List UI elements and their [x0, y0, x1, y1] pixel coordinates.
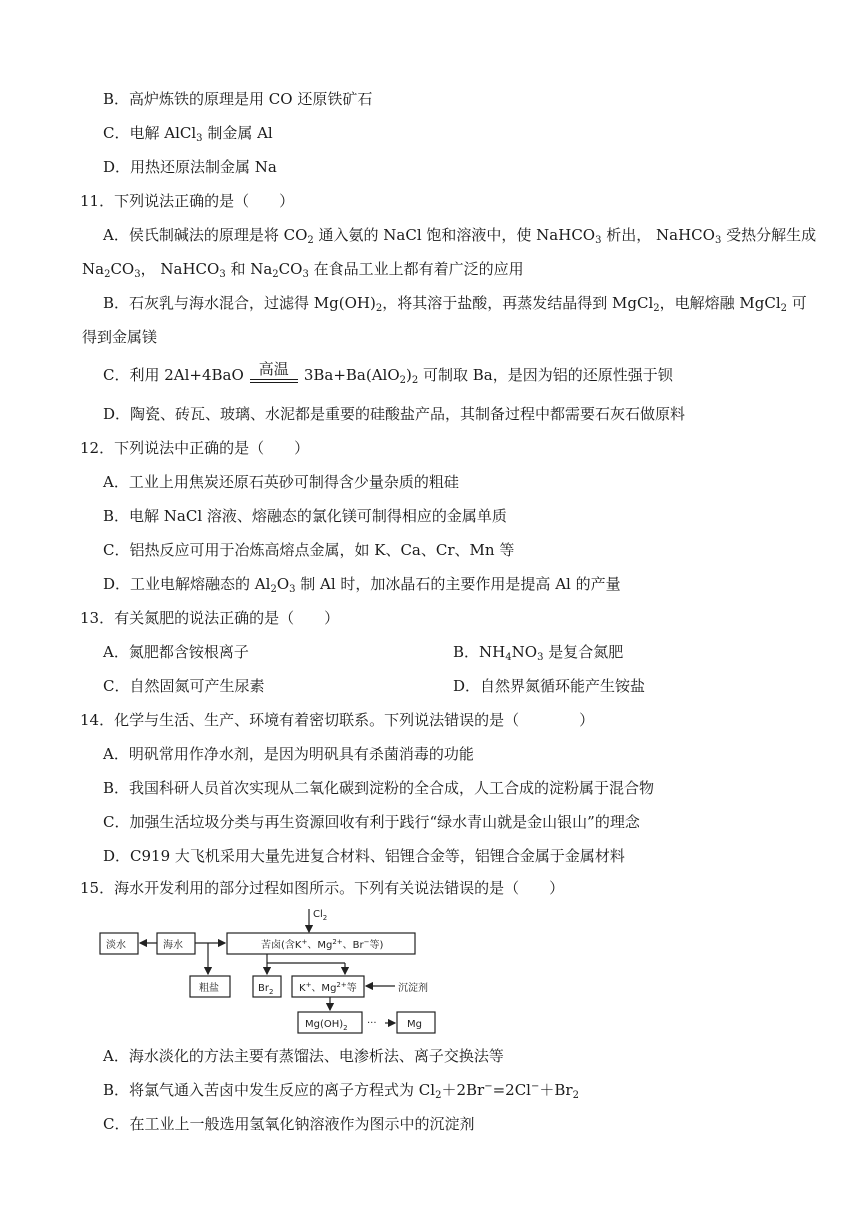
option-label: C．: [103, 124, 130, 142]
q12-option-a: [103, 472, 459, 492]
subscript: 3: [302, 269, 309, 280]
option-label: B．: [103, 90, 130, 108]
option-text: 自然固氮可产生尿素: [129, 677, 265, 695]
option-text: 析出， NaHCO: [601, 226, 715, 244]
option-label: B．: [103, 779, 130, 797]
option-text: 将氯气通入苦卤中发生反应的离子方程式为 Cl: [129, 1081, 436, 1099]
option-label: C．: [103, 541, 130, 559]
option-text: 加强生活垃圾分类与再生资源回收有利于践行“绿水青山就是金山银山”的理念: [129, 813, 640, 831]
q13-option-d: [453, 676, 645, 696]
option-text: 受热分解生成: [721, 226, 817, 244]
q13-option-a: [103, 642, 249, 662]
subscript: 2: [572, 1090, 579, 1101]
subscript: 3: [714, 235, 722, 246]
crude-salt-label: 粗盐: [199, 983, 219, 994]
subscript: 2: [307, 235, 314, 246]
q11-option-d: [103, 404, 685, 424]
subscript: 3: [289, 584, 296, 595]
option-text: ，将其溶于盐酸，再蒸发结晶得到 MgCl: [382, 294, 654, 312]
q11-stem: 11．下列说法正确的是（ ）: [80, 192, 295, 210]
option-label: C．: [103, 1115, 130, 1133]
subscript: 2: [104, 269, 111, 280]
q15-option-b: [103, 1080, 579, 1100]
option-label: C．: [103, 677, 130, 695]
option-text: 石灰乳与海水混合，过滤得 Mg(OH): [129, 294, 376, 312]
q15-option-a: [103, 1046, 504, 1066]
option-text: 海水淡化的方法主要有蒸馏法、电渗析法、离子交换法等: [128, 1047, 504, 1065]
q14-option-b: [103, 778, 654, 798]
subscript: 2: [780, 303, 788, 314]
subscript: 3: [219, 269, 226, 280]
seawater-label: 海水: [163, 940, 183, 951]
option-label: C．: [103, 813, 130, 831]
q12-option-b: [103, 506, 507, 526]
mg-label: Mg: [407, 1019, 422, 1030]
option-text: 工业电解熔融态的 Al: [130, 575, 271, 593]
option-label: A．: [103, 745, 129, 763]
brine-label: 苦卤(含K+、$Mg^{2+}$、Br−等): [261, 938, 384, 951]
option-text: 和 Na: [225, 260, 273, 278]
superscript: −: [484, 1081, 493, 1092]
option-text: 可: [787, 294, 807, 312]
option-text: 氮肥都含铵根离子: [128, 643, 249, 661]
option-text: ): [406, 366, 412, 384]
subscript: 2: [399, 375, 407, 386]
seawater-flow-diagram: [95, 905, 455, 1040]
subscript: 2: [435, 1090, 442, 1101]
option-text: C919 大飞机采用大量先进复合材料、铝锂合金等，铝锂合金属于金属材料: [130, 847, 625, 865]
option-label: D．: [453, 677, 481, 695]
option-label: A．: [103, 226, 129, 244]
option-text: 通入氨的 NaCl 饱和溶液中，使 NaHCO: [313, 226, 596, 244]
subscript: 3: [537, 652, 544, 663]
option-label: A．: [103, 1047, 129, 1065]
option-label: D．: [103, 575, 131, 593]
option-label: A．: [103, 643, 129, 661]
q14-stem: 14．化学与生活、生产、环境有着密切联系。下列说法错误的是（ ）: [80, 711, 595, 729]
subscript: 2: [375, 303, 383, 314]
q15-stem: 15．海水开发利用的部分过程如图所示。下列有关说法错误的是（ ）: [80, 879, 565, 897]
br2-label: $Br_2$: [258, 983, 274, 996]
superscript: −: [530, 1081, 540, 1092]
option-label: B．: [103, 1081, 130, 1099]
q12-option-d: [103, 574, 621, 594]
option-text: 铝热反应可用于冶炼高熔点金属，如 K、Ca、Cr、Mn 等: [129, 541, 515, 559]
cl2-label: $Cl_2$: [313, 909, 328, 922]
reaction-condition: [248, 360, 300, 383]
option-text: 自然界氮循环能产生铵盐: [480, 677, 646, 695]
option-label: D．: [103, 405, 131, 423]
option-text: 陶瓷、砖瓦、玻璃、水泥都是重要的硅酸盐产品，其制备过程中都需要石灰石做原料: [130, 405, 686, 423]
option-text: ， NaHCO: [140, 260, 220, 278]
option-label: A．: [103, 473, 129, 491]
option-text: 制 Al 时，加冰晶石的主要作用是提高 Al 的产量: [295, 575, 621, 593]
subscript: 2: [272, 269, 279, 280]
option-text: 电解 AlCl: [129, 124, 197, 142]
option-text: 侯氏制碱法的原理是将 CO: [128, 226, 308, 244]
q10-option-b: [103, 89, 372, 109]
subscript: 2: [411, 375, 419, 386]
option-text: 制金属 Al: [202, 124, 273, 142]
option-label: D．: [103, 847, 131, 865]
precipitant-label: 沉淀剂: [398, 983, 428, 994]
q12-stem: 12．下列说法中正确的是（ ）: [80, 439, 310, 457]
option-text: NO: [511, 643, 538, 661]
option-text: 是复合氮肥: [543, 643, 624, 661]
q11-option-a-cont: [82, 259, 524, 279]
option-text: ，电解熔融 MgCl: [659, 294, 781, 312]
option-text: Na: [82, 260, 105, 278]
subscript: 3: [196, 133, 203, 144]
q13-stem: 13．有关氮肥的说法正确的是（ ）: [80, 609, 340, 627]
q11-option-a: [103, 225, 816, 245]
q15-option-c: [103, 1114, 475, 1134]
q13-option-c: [103, 676, 265, 696]
option-text: 工业上用焦炭还原石英砂可制得含少量杂质的粗硅: [128, 473, 459, 491]
option-text: 可制取 Ba，是因为铝的还原性强于钡: [418, 366, 673, 384]
condition-text: 高温: [258, 360, 289, 378]
option-text: CO: [110, 260, 135, 278]
option-label: B．: [453, 643, 480, 661]
q12-option-c: [103, 540, 514, 560]
option-text: 在工业上一般选用氢氧化钠溶液作为图示中的沉淀剂: [129, 1115, 475, 1133]
q14-option-a: [103, 744, 474, 764]
q14-option-c: [103, 812, 640, 832]
kmg-label: K+、$Mg^{2+}$等: [299, 981, 357, 994]
q11-option-b-cont: 得到金属镁: [82, 328, 158, 346]
option-text: 明矾常用作净水剂，是因为明矾具有杀菌消毒的功能: [128, 745, 474, 763]
q14-option-d: [103, 846, 625, 866]
q10-option-c: [103, 123, 273, 143]
option-label: B．: [103, 507, 130, 525]
option-text: 用热还原法制金属 Na: [130, 158, 277, 176]
option-text: 在食品工业上都有着广泛的应用: [308, 260, 524, 278]
option-label: D．: [103, 158, 131, 176]
option-label: B．: [103, 294, 130, 312]
subscript: 2: [653, 303, 660, 314]
option-text: NH: [479, 643, 506, 661]
subscript: 3: [595, 235, 602, 246]
option-text: 高炉炼铁的原理是用 CO 还原铁矿石: [129, 90, 373, 108]
option-text: 3Ba+Ba(AlO: [303, 366, 400, 384]
q10-option-d: [103, 157, 277, 177]
ellipsis-label: ···: [367, 1018, 377, 1029]
q11-option-c: [103, 360, 673, 386]
equals-bar: [250, 379, 298, 380]
option-label: C．: [103, 366, 130, 384]
option-text: 我国科研人员首次实现从二氧化碳到淀粉的全合成，人工合成的淀粉属于混合物: [129, 779, 655, 797]
freshwater-label: 淡水: [106, 940, 126, 951]
subscript: 4: [505, 652, 512, 663]
option-text: O: [276, 575, 290, 593]
option-text: =2Cl: [492, 1081, 531, 1099]
subscript: 3: [134, 269, 141, 280]
option-text: 电解 NaCl 溶液、熔融态的氯化镁可制得相应的金属单质: [129, 507, 507, 525]
option-text: CO: [278, 260, 303, 278]
option-text: ＋2Br: [441, 1081, 485, 1099]
mgoh2-label: $Mg(OH)_2$: [305, 1019, 348, 1032]
option-text: ＋Br: [539, 1081, 573, 1099]
option-text: 利用 2Al+4BaO: [129, 366, 244, 384]
subscript: 2: [270, 584, 277, 595]
q11-option-b: [103, 293, 807, 313]
equals-bar: [250, 382, 298, 383]
q13-option-b: [453, 642, 623, 662]
